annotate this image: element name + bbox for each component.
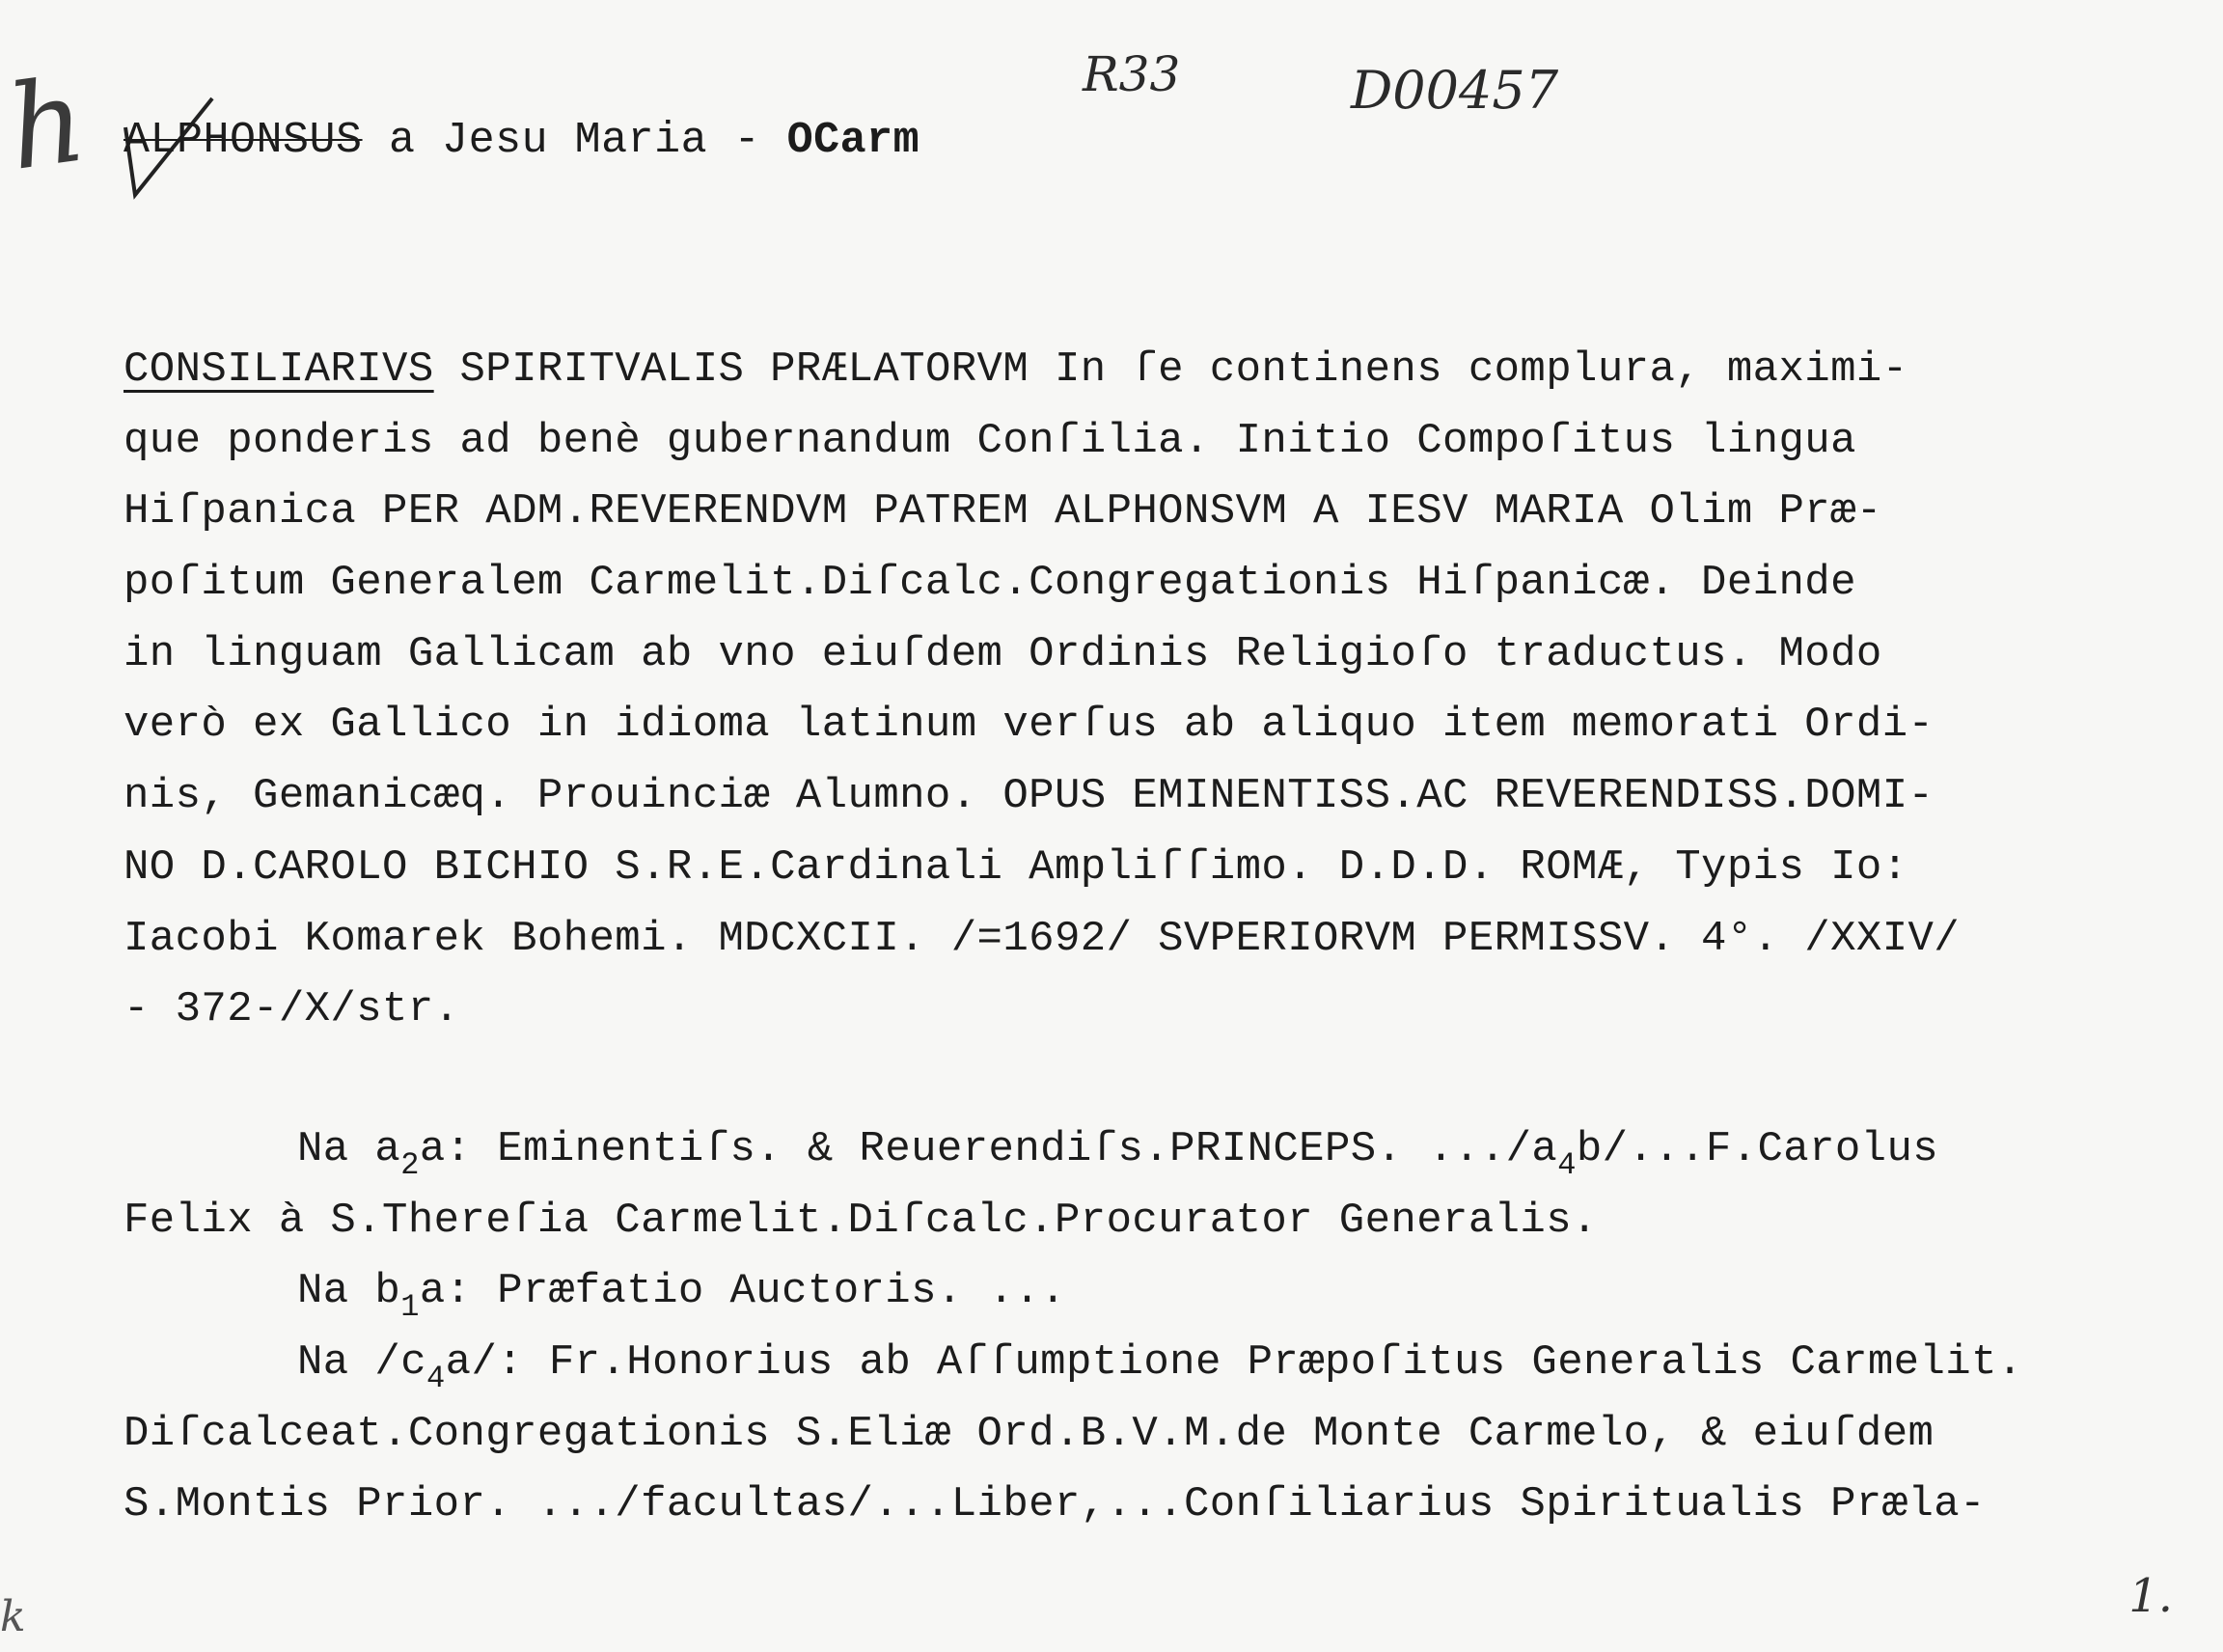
catalog-heading: [124, 116, 919, 165]
heading-author: ALPHONSUS: [124, 116, 363, 165]
margin-letter: h: [0, 53, 94, 197]
note-line: Na $b_1a$: Præfatio Auctoris. ...: [297, 1267, 1066, 1326]
heading-order: OCarm: [786, 116, 920, 165]
note-line: S.Montis Prior. .../facultas/...Liber,...Conſiliarius Spiritualis Præla-: [124, 1480, 1986, 1529]
body-line: nis, Gemanicæq. Prouinciæ Alumno. OPUS EMINENTISS.AC REVERENDISS.DOMI-: [124, 772, 1935, 821]
note-line: Na $/c_4a/$: Fr.Honorius ab Aſſumptione Præpoſitus Generalis Carmelit.: [297, 1338, 2023, 1397]
body-line: poſitum Generalem Carmelit.Diſcalc.Congregationis Hiſpanicæ. Deinde: [124, 559, 1856, 608]
body-line: verò ex Gallico in idioma latinum verſus ab aliquo item memorati Ordi-: [124, 701, 1935, 750]
note-line: Felix à S.Thereſia Carmelit.Diſcalc.Procurator Generalis.: [124, 1196, 1598, 1245]
heading-rest: a Jesu Maria -: [362, 116, 787, 165]
notes-block: [124, 1114, 2198, 1540]
title-lead: CONSILIARIVS: [124, 345, 434, 394]
note-line: Na $a_2a$: Eminentiſs. & Reuerendiſs.PRINCEPS. $.../a_4b/...F.Carolus$: [297, 1125, 1939, 1183]
body-line: que ponderis ad benè gubernandum Conſilia. Initio Compoſitus lingua: [124, 416, 1856, 465]
body-line: in linguam Gallicam ab vno eiuſdem Ordinis Religioſo traductus. Modo: [124, 629, 1882, 678]
shelf-mark: R33: [1083, 46, 1181, 102]
folio-number: 1.: [2128, 1569, 2173, 1623]
record-id: D00457: [1351, 60, 1559, 121]
body-line: Iacobi Komarek Bohemi. MDCXCII. /=1692/ SVPERIORVM PERMISSV. 4°. /XXIV/: [124, 914, 1961, 963]
body-line: CONSILIARIVS SPIRITVALIS PRÆLATORVM In ſe continens complura, maximi-: [124, 345, 1908, 394]
body-line: - 372-/X/str.: [124, 985, 460, 1034]
title-description: [124, 335, 2150, 1046]
body-line: NO D.CAROLO BICHIO S.R.E.Cardinali Ampliſſimo. D.D.D. ROMÆ, Typis Io:: [124, 842, 1908, 892]
bottom-left-mark: k: [0, 1592, 26, 1641]
body-line: Hiſpanica PER ADM.REVERENDVM PATREM ALPHONSVM A IESV MARIA Olim Præ-: [124, 487, 1882, 537]
note-line: Diſcalceat.Congregationis S.Eliæ Ord.B.V.M.de Monte Carmelo, & eiuſdem: [124, 1409, 1935, 1458]
